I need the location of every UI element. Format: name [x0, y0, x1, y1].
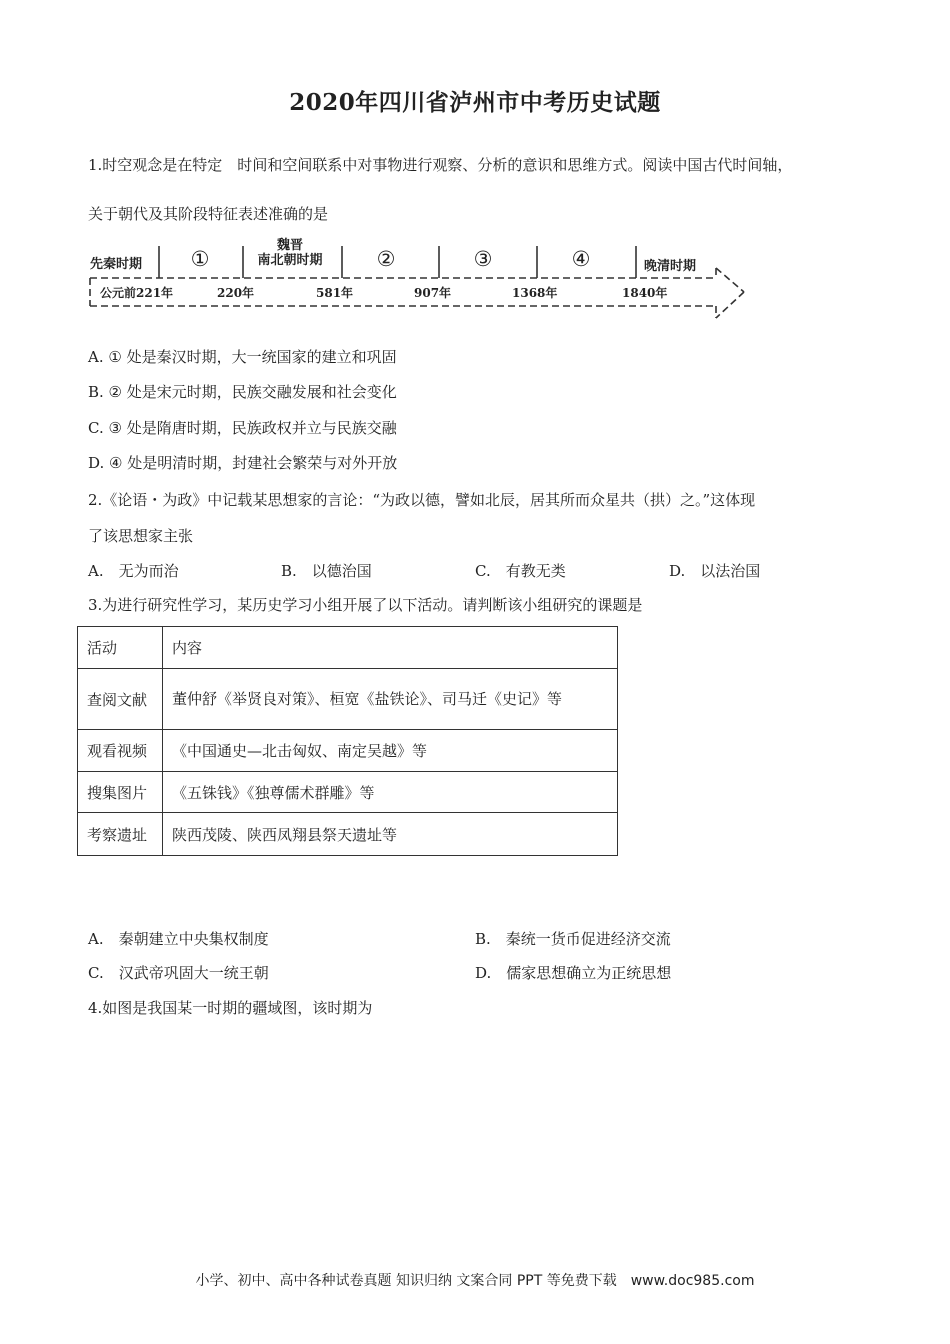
- q2-option-b: B. 以德治国: [281, 562, 372, 580]
- q1-stem-line1: 1.时空观念是在特定 时间和空间联系中对事物进行观察、分析的意识和思维方式。阅读中国古代时间轴，: [88, 156, 793, 174]
- q3-option-b: B. 秦统一货币促进经济交流: [475, 930, 671, 948]
- q2-stem-line1: 2.《论语・为政》中记载某思想家的言论：“为政以德，譬如北辰，居其所而众星共（拱）之。”这体现: [88, 491, 756, 509]
- timeline-svg: [84, 236, 764, 326]
- table-row: [78, 813, 618, 856]
- timeline-figure: [84, 236, 764, 326]
- period-label: ③: [473, 247, 493, 271]
- table-cell-content: 陕西茂陵、陕西凤翔县祭天遗址等: [163, 813, 618, 856]
- table-cell-activity: 搜集图片: [78, 772, 163, 813]
- period-label: 晚清时期: [644, 259, 697, 274]
- table-cell-activity: 查阅文献: [78, 669, 163, 730]
- q1-stem-line2: 关于朝代及其阶段特征表述准确的是: [88, 205, 329, 223]
- period-label: ④: [571, 247, 591, 271]
- table-cell-activity: 观看视频: [78, 730, 163, 772]
- q1-option-a: A. ① 处是秦汉时期，大一统国家的建立和巩固: [88, 348, 397, 366]
- year-label: 581年: [316, 286, 354, 300]
- table-row: [78, 772, 618, 813]
- table-cell-content: 董仲舒《举贤良对策》、桓宽《盐铁论》、司马迁《史记》等: [163, 669, 618, 730]
- period-label: 先秦时期: [90, 257, 143, 272]
- q3-option-d: D. 儒家思想确立为正统思想: [475, 964, 672, 982]
- q3-option-c: C. 汉武帝巩固大一统王朝: [88, 964, 269, 982]
- year-label: 907年: [414, 286, 452, 300]
- table-header-cell: 活动: [78, 627, 163, 669]
- q2-option-c: C. 有教无类: [475, 562, 566, 580]
- period-label: ①: [190, 247, 210, 271]
- q1-option-c: C. ③ 处是隋唐时期，民族政权并立与民族交融: [88, 419, 397, 437]
- table-row: [78, 669, 618, 730]
- q4-stem: 4.如图是我国某一时期的疆域图，该时期为: [88, 999, 373, 1017]
- q1-option-b: B. ② 处是宋元时期，民族交融发展和社会变化: [88, 383, 397, 401]
- table-cell-content: 《中国通史—北击匈奴、南定吴越》等: [163, 730, 618, 772]
- q2-stem-line2: 了该思想家主张: [88, 527, 194, 545]
- period-label: 魏晋: [276, 238, 304, 253]
- q3-option-a: A. 秦朝建立中央集权制度: [88, 930, 269, 948]
- table-header-row: [78, 627, 618, 669]
- year-label: 1368年: [512, 286, 558, 300]
- year-label: 220年: [217, 286, 255, 300]
- table-row: [78, 730, 618, 772]
- year-label: 1840年: [622, 286, 668, 300]
- page-title: 2020年四川省泸州市中考历史试题: [289, 89, 661, 116]
- period-label: 南北朝时期: [257, 253, 323, 268]
- period-label: ②: [376, 247, 396, 271]
- q2-option-d: D. 以法治国: [669, 562, 761, 580]
- table-cell-content: 《五铢钱》《独尊儒术群雕》等: [163, 772, 618, 813]
- activity-table: [77, 626, 618, 856]
- q3-stem: 3.为进行研究性学习，某历史学习小组开展了以下活动。请判断该小组研究的课题是: [88, 596, 643, 614]
- page-footer: 小学、初中、高中各种试卷真题 知识归纳 文案合同 PPT 等免费下载 www.doc985.com: [195, 1273, 755, 1289]
- table-header-cell: 内容: [163, 627, 618, 669]
- table-cell-activity: 考察遗址: [78, 813, 163, 856]
- q1-option-d: D. ④ 处是明清时期，封建社会繁荣与对外开放: [88, 454, 398, 472]
- year-label: 公元前221年: [100, 286, 174, 300]
- q2-option-a: A. 无为而治: [88, 562, 179, 580]
